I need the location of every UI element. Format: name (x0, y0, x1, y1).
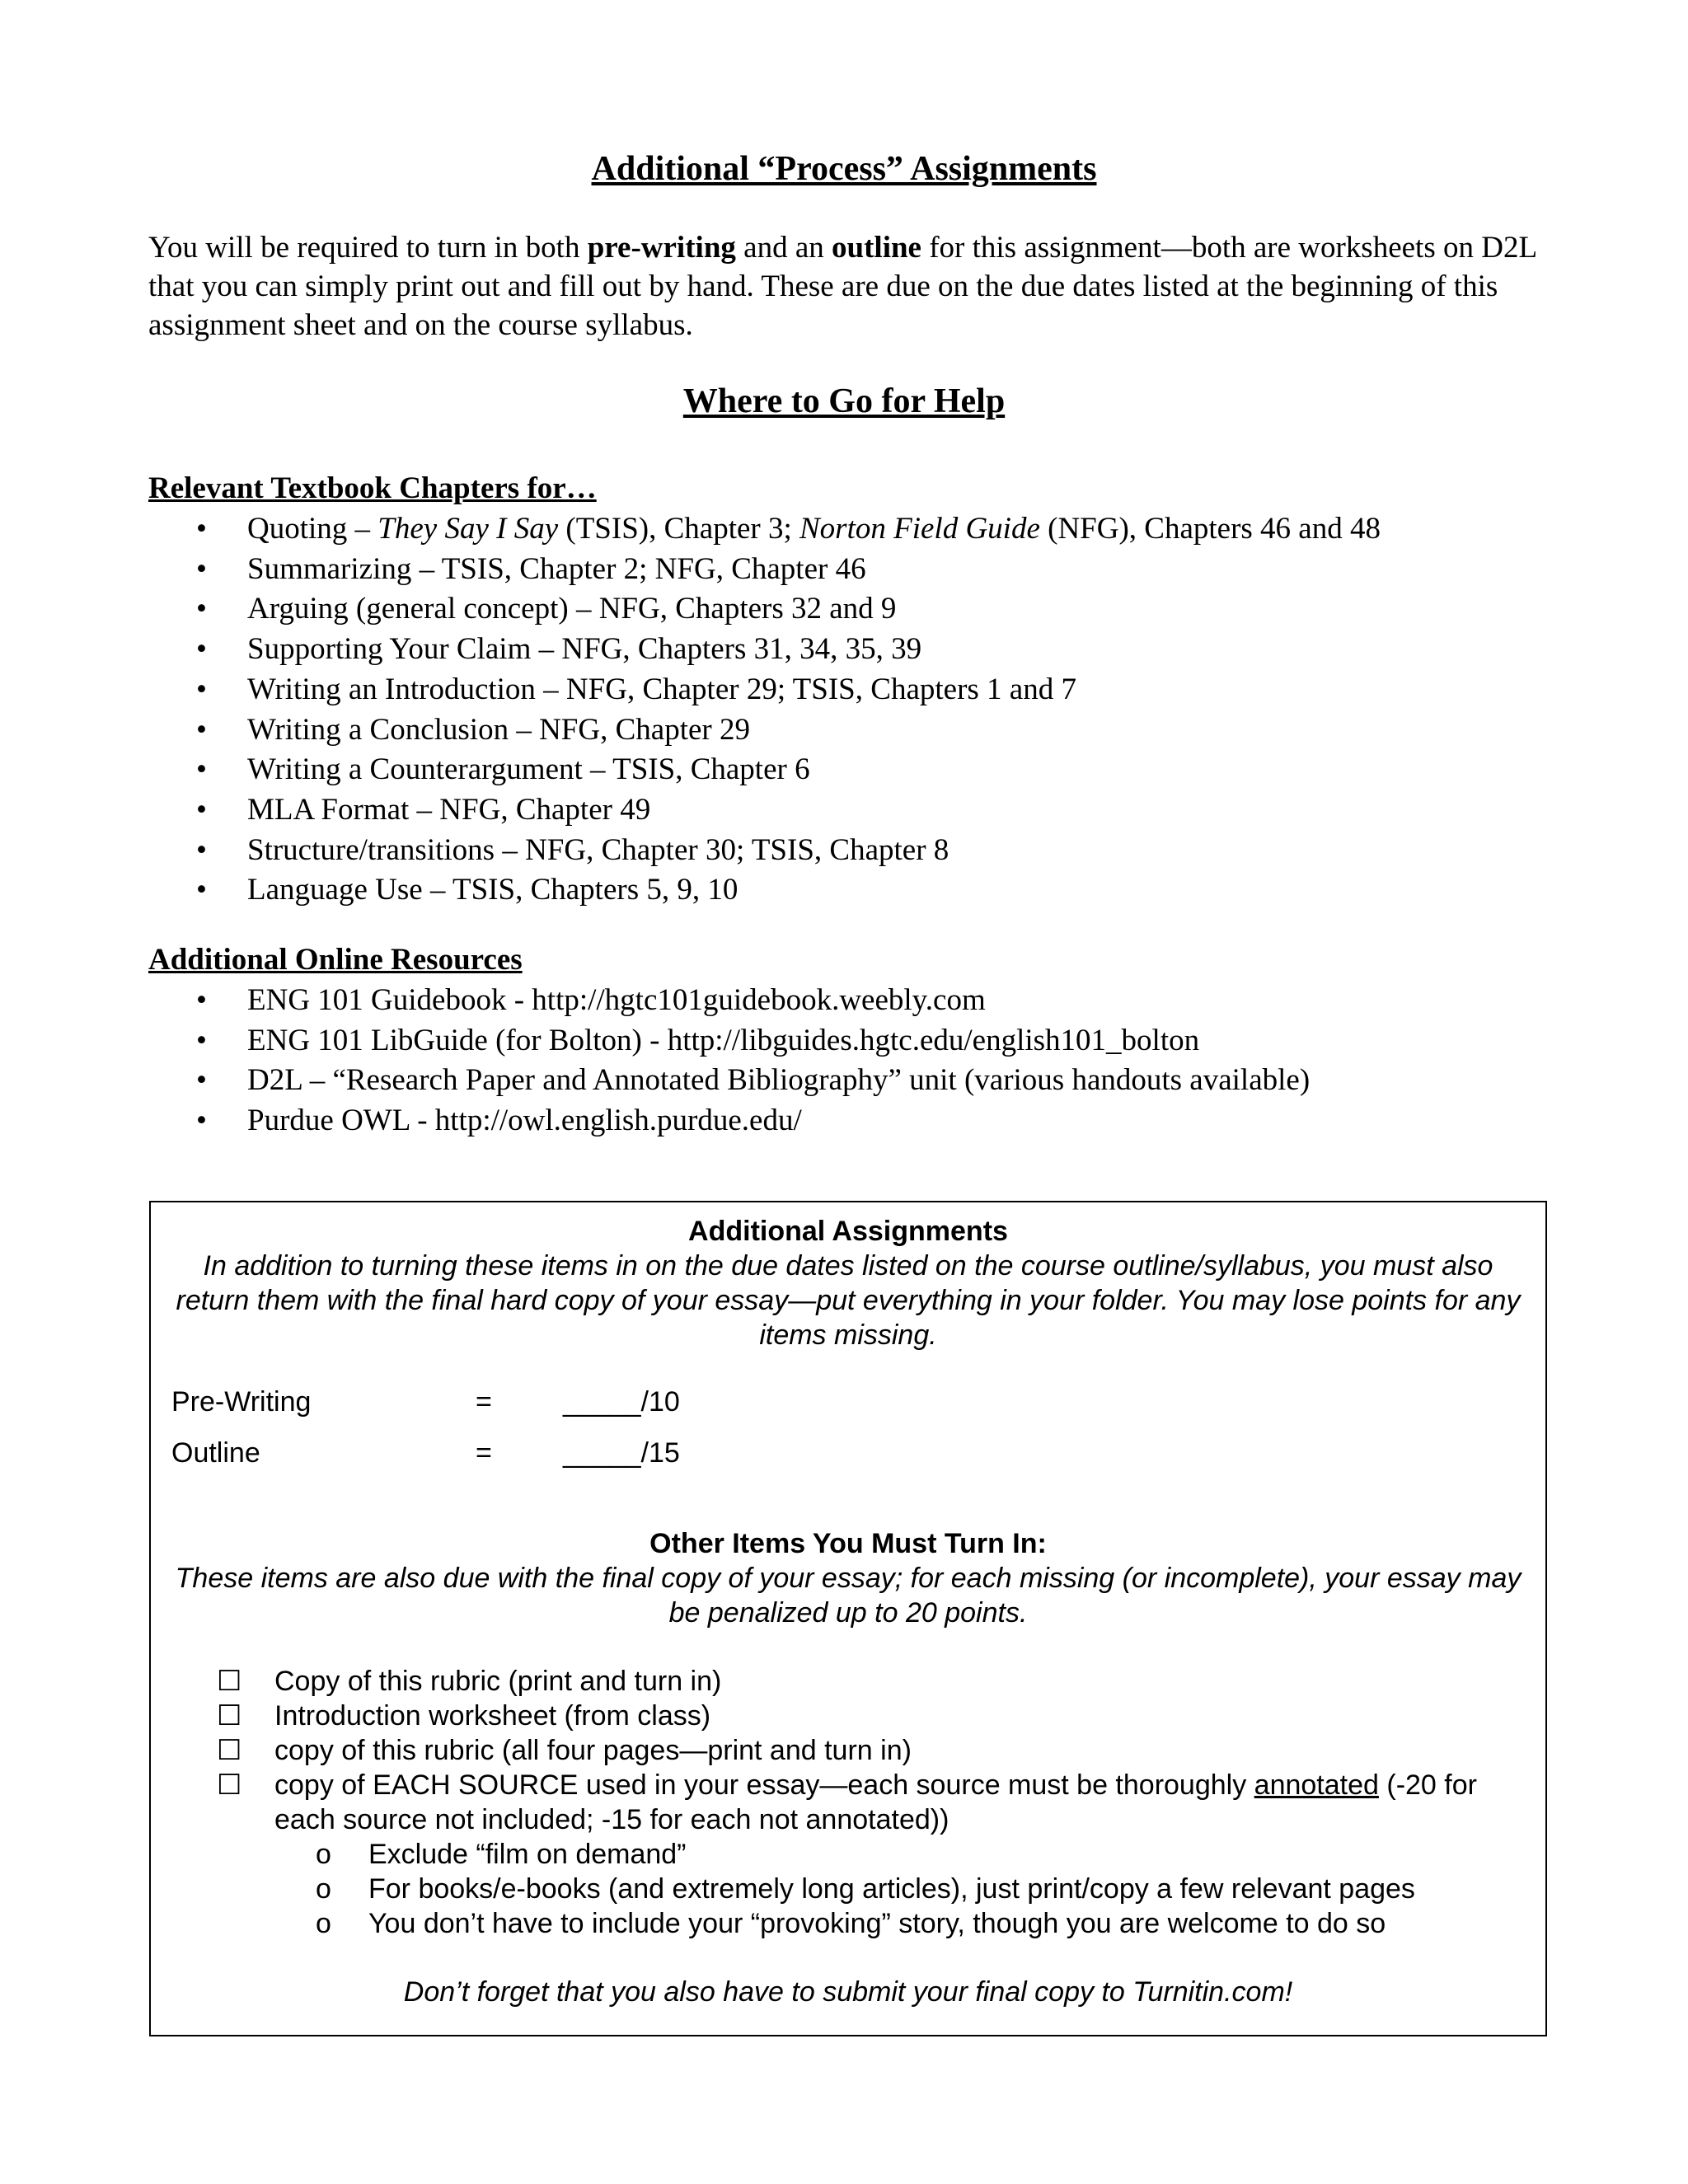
checkbox-icon: ☐ (217, 1735, 242, 1766)
list-item: • Writing an Introduction – NFG, Chapter 29; TSIS, Chapters 1 and 7 (196, 672, 1076, 706)
book-title: Norton Field Guide (799, 512, 1040, 546)
list-item: • Structure/transitions – NFG, Chapter 30; TSIS, Chapter 8 (196, 832, 950, 867)
resources-heading: Additional Online Resources (148, 943, 523, 977)
intro-text: and an (735, 231, 832, 265)
list-item: • Arguing (general concept) – NFG, Chapters 32 and 9 (196, 592, 897, 626)
intro-text: You will be required to turn in both (148, 231, 588, 265)
list-item: • Writing a Counterargument – TSIS, Chapter 6 (196, 752, 810, 787)
process-intro (148, 228, 1550, 344)
sub-list-item: o Exclude “film on demand” (316, 1839, 687, 1870)
circle-bullet-icon: o (316, 1873, 331, 1905)
list-item: • Purdue OWL - http://owl.english.purdue.edu/ (196, 1104, 802, 1138)
checklist-item: ☐ copy of EACH SOURCE used in your essay—each source must be thoroughly annotated (-20 for each source not included; -15 for each not annotated)) (217, 1769, 1477, 1835)
score-equals: = (476, 1386, 492, 1418)
outline-bold: outline (832, 231, 921, 265)
chapters-heading: Relevant Textbook Chapters for… (148, 471, 597, 505)
checklist (217, 1664, 1527, 1837)
box-heading: Additional Assignments (688, 1216, 1008, 1247)
list-item: • Language Use – TSIS, Chapters 5, 9, 10 (196, 873, 738, 907)
list-item: • ENG 101 LibGuide (for Bolton) - http://libguides.hgtc.edu/english101_bolton (196, 1023, 1200, 1057)
circle-bullet-icon: o (316, 1908, 331, 1939)
checklist-item: ☐ copy of this rubric (all four pages—print and turn in) (217, 1735, 912, 1766)
assignments-box (149, 1201, 1547, 2036)
list-item: • D2L – “Research Paper and Annotated Bibliography” unit (various handouts available) (196, 1063, 1311, 1098)
list-item: • Writing a Conclusion – NFG, Chapter 29 (196, 712, 750, 747)
checkbox-icon: ☐ (217, 1769, 242, 1801)
process-title: Additional “Process” Assignments (591, 150, 1097, 188)
circle-bullet-icon: o (316, 1839, 331, 1870)
list-item: • Quoting – They Say I Say (TSIS), Chapter 3; Norton Field Guide (NFG), Chapters 46 and 48 (196, 512, 1381, 546)
chapters-list (148, 509, 1566, 911)
sub-list-item: o For books/e-books (and extremely long articles), just print/copy a few relevant pages (316, 1873, 1415, 1905)
score-equals: = (476, 1437, 492, 1469)
checklist-item: ☐ Copy of this rubric (print and turn in) (217, 1666, 722, 1697)
list-item: • MLA Format – NFG, Chapter 49 (196, 792, 651, 827)
sub-list-item: o You don’t have to include your “provoking” story, though you are welcome to do so (316, 1908, 1386, 1939)
turnitin-reminder: Don’t forget that you also have to submit your final copy to Turnitin.com! (403, 1976, 1293, 2008)
checkbox-icon: ☐ (217, 1700, 242, 1732)
list-item: • Summarizing – TSIS, Chapter 2; NFG, Chapter 46 (196, 551, 866, 586)
score-label: Pre-Writing (171, 1386, 312, 1418)
checklist-item: ☐ Introduction worksheet (from class) (217, 1700, 711, 1732)
help-title: Where to Go for Help (682, 382, 1006, 420)
score-value: _____/10 (563, 1386, 680, 1418)
score-value: _____/15 (563, 1437, 680, 1469)
resources-list (148, 981, 1566, 1141)
sub-list (316, 1837, 1519, 1941)
checkbox-icon: ☐ (217, 1666, 242, 1697)
other-items-note: These items are also due with the final copy of your essay; for each missing (or incomplete), your essay may be penalized up to 20 points. (175, 1563, 1522, 1629)
intro-text: for this assignment—both are worksheets on D2L that you can simply print out and fill out by hand. These are due on the due dates listed at the beginning of this assignment sheet and on the course syllabus. (148, 231, 1536, 342)
book-title: They Say I Say (377, 512, 559, 546)
annotated-underline: annotated (1254, 1769, 1379, 1801)
other-items-heading: Other Items You Must Turn In: (649, 1528, 1047, 1559)
list-item: • Supporting Your Claim – NFG, Chapters 31, 34, 35, 39 (196, 632, 922, 667)
prewriting-bold: pre-writing (587, 231, 736, 265)
list-item: • ENG 101 Guidebook - http://hgtc101guidebook.weebly.com (196, 983, 986, 1017)
box-note: In addition to turning these items in on the due dates listed on the course outline/syllabus, you must also return them with the final hard copy of your essay—put everything in your folder. You may lose points for any items missing. (176, 1250, 1521, 1351)
score-label: Outline (171, 1437, 260, 1469)
